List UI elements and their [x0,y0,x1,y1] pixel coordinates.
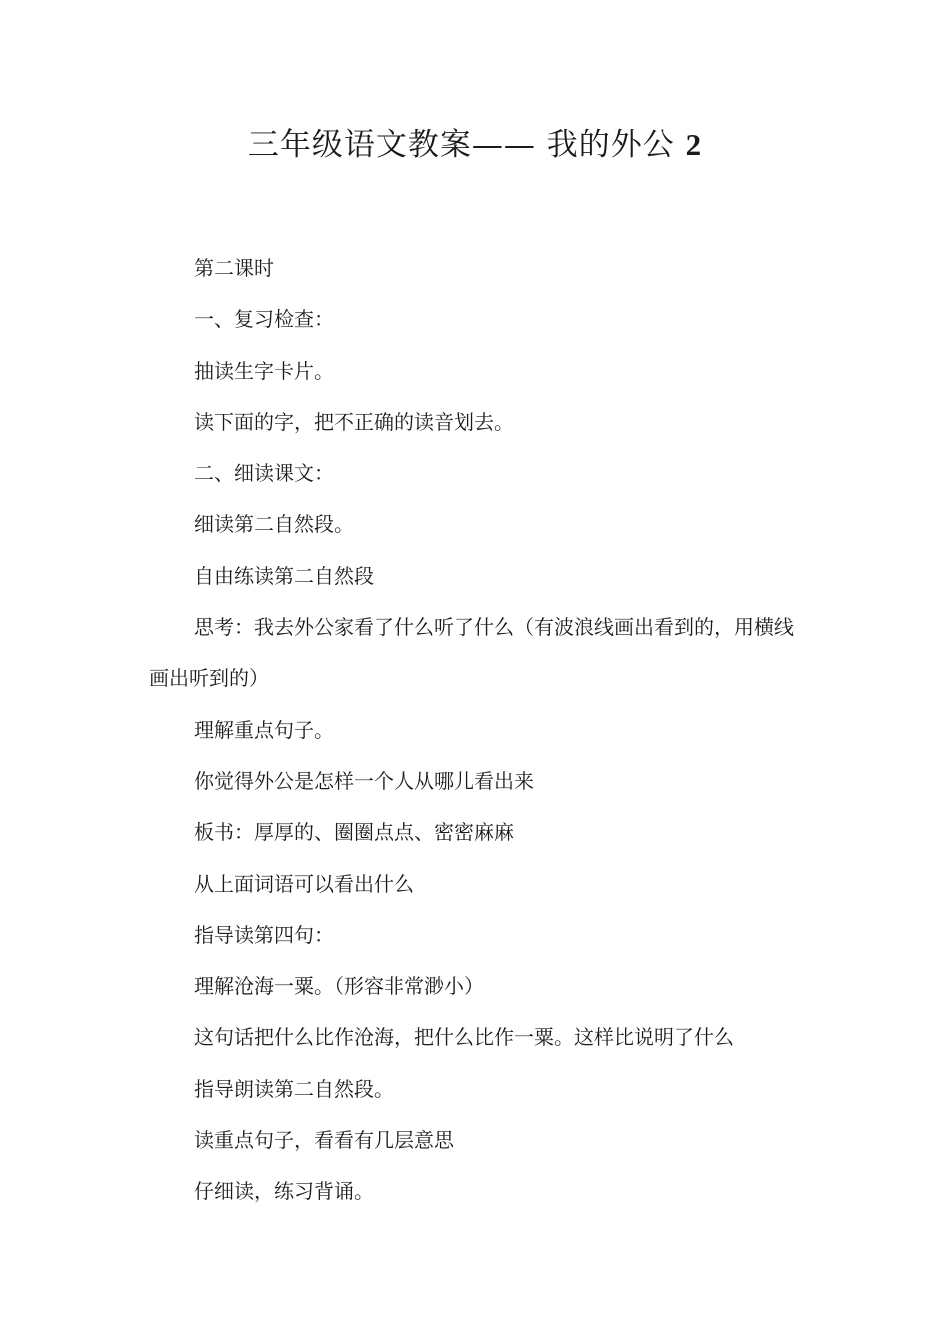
paragraph: 抽读生字卡片。 [194,358,334,383]
paragraph: 一、复习检查： [194,307,334,332]
paragraph: 板书：厚厚的、圈圈点点、密密麻麻 [194,820,514,845]
paragraph: 仔细读，练习背诵。 [194,1179,374,1204]
paragraph: 理解重点句子。 [194,717,334,742]
document-title [0,122,950,168]
paragraph: 思考：我去外公家看了什么听了什么（有波浪线画出看到的，用横线画出听到的） [149,615,794,691]
paragraph: 二、细读课文： [194,461,334,486]
paragraph: 指导朗读第二自然段。 [194,1076,394,1101]
title-text: 三年级语文教案—— 我的外公 [247,127,675,163]
document-body [149,243,809,1218]
paragraph: 这句话把什么比作沧海，把什么比作一粟。这样比说明了什么 [194,1025,734,1050]
paragraph: 读重点句子，看看有几层意思 [194,1128,454,1153]
paragraph: 理解沧海一粟。（形容非常渺小） [194,974,484,999]
paragraph: 细读第二自然段。 [194,512,354,537]
paragraph: 指导读第四句： [194,922,334,947]
paragraph: 读下面的字，把不正确的读音划去。 [194,409,514,434]
paragraph: 从上面词语可以看出什么 [194,871,414,896]
paragraph: 自由练读第二自然段 [194,563,374,588]
paragraph: 第二课时 [194,256,274,280]
title-number: 2 [685,127,703,162]
paragraph: 你觉得外公是怎样一个人从哪儿看出来 [194,768,534,793]
